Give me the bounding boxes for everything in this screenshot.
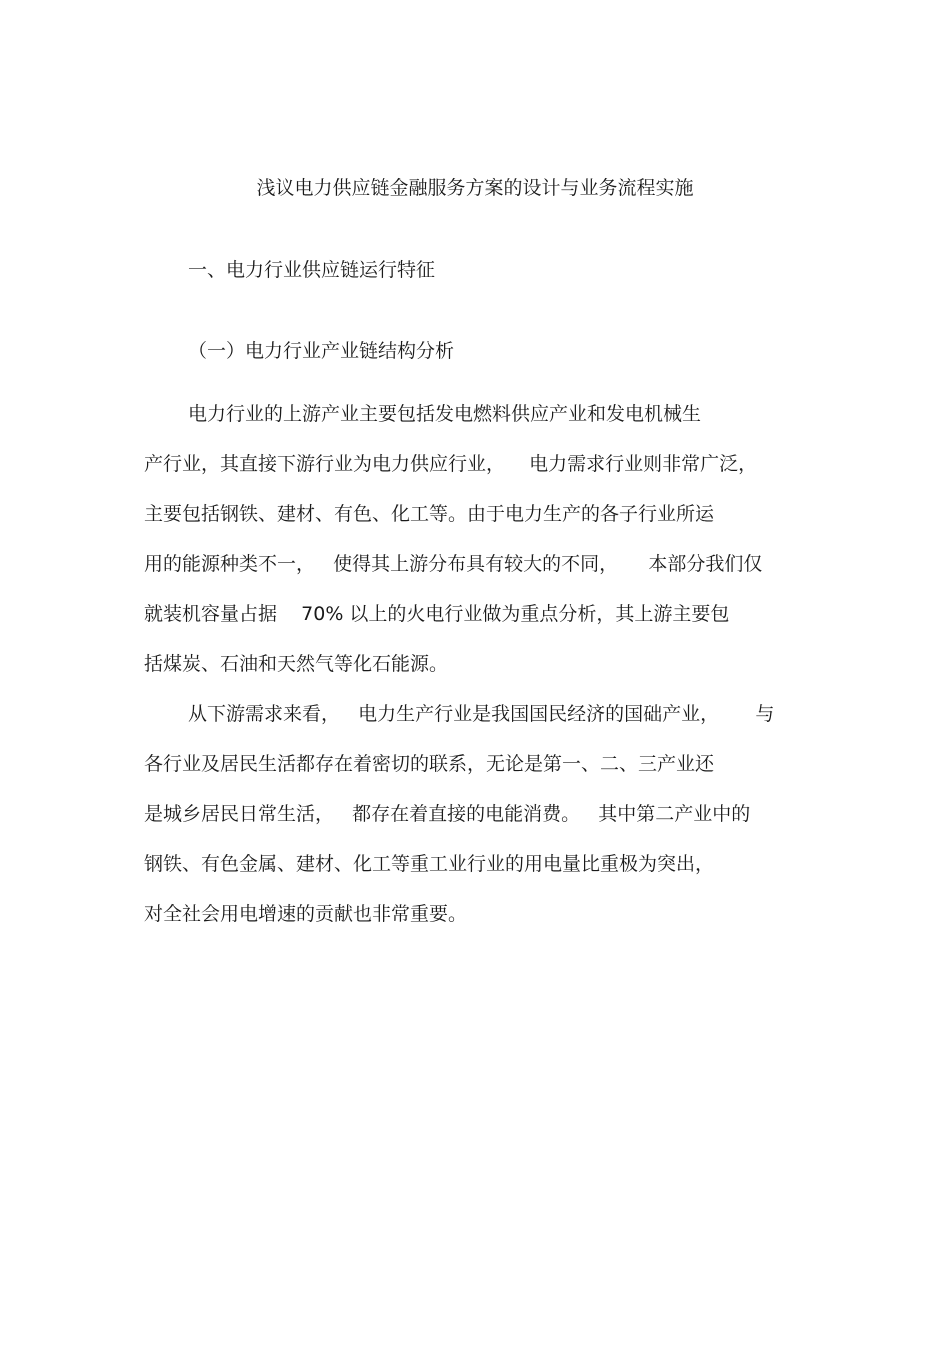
paragraph-line: 括煤炭、石油和天然气等化石能源。 xyxy=(144,653,449,675)
paragraph-line: 就装机容量占据 70% 以上的火电行业做为重点分析，其上游主要包 xyxy=(144,603,730,625)
section-heading-1: 一、电力行业供应链运行特征 xyxy=(188,259,436,281)
subsection-heading-1: （一）电力行业产业链结构分析 xyxy=(188,340,455,362)
paragraph-line: 各行业及居民生活都存在着密切的联系，无论是第一、二、三产业还 xyxy=(144,753,715,775)
paragraph-line: 从下游需求来看， 电力生产行业是我国国民经济的国础产业， 与 xyxy=(188,703,775,725)
document-title: 浅议电力供应链金融服务方案的设计与业务流程实施 xyxy=(256,177,694,199)
paragraph-line: 产行业，其直接下游行业为电力供应行业， 电力需求行业则非常广泛， xyxy=(144,453,758,475)
paragraph-line: 钢铁、有色金属、建材、化工等重工业行业的用电量比重极为突出， xyxy=(144,853,715,875)
paragraph-line: 用的能源种类不一， 使得其上游分布具有较大的不同， 本部分我们仅 xyxy=(144,553,763,575)
paragraph-line: 是城乡居民日常生活， 都存在着直接的电能消费。 其中第二产业中的 xyxy=(144,803,751,825)
paragraph-line: 电力行业的上游产业主要包括发电燃料供应产业和发电机械生 xyxy=(188,403,702,425)
paragraph-line: 主要包括钢铁、建材、有色、化工等。由于电力生产的各子行业所运 xyxy=(144,503,715,525)
paragraph-line: 对全社会用电增速的贡献也非常重要。 xyxy=(144,903,468,925)
